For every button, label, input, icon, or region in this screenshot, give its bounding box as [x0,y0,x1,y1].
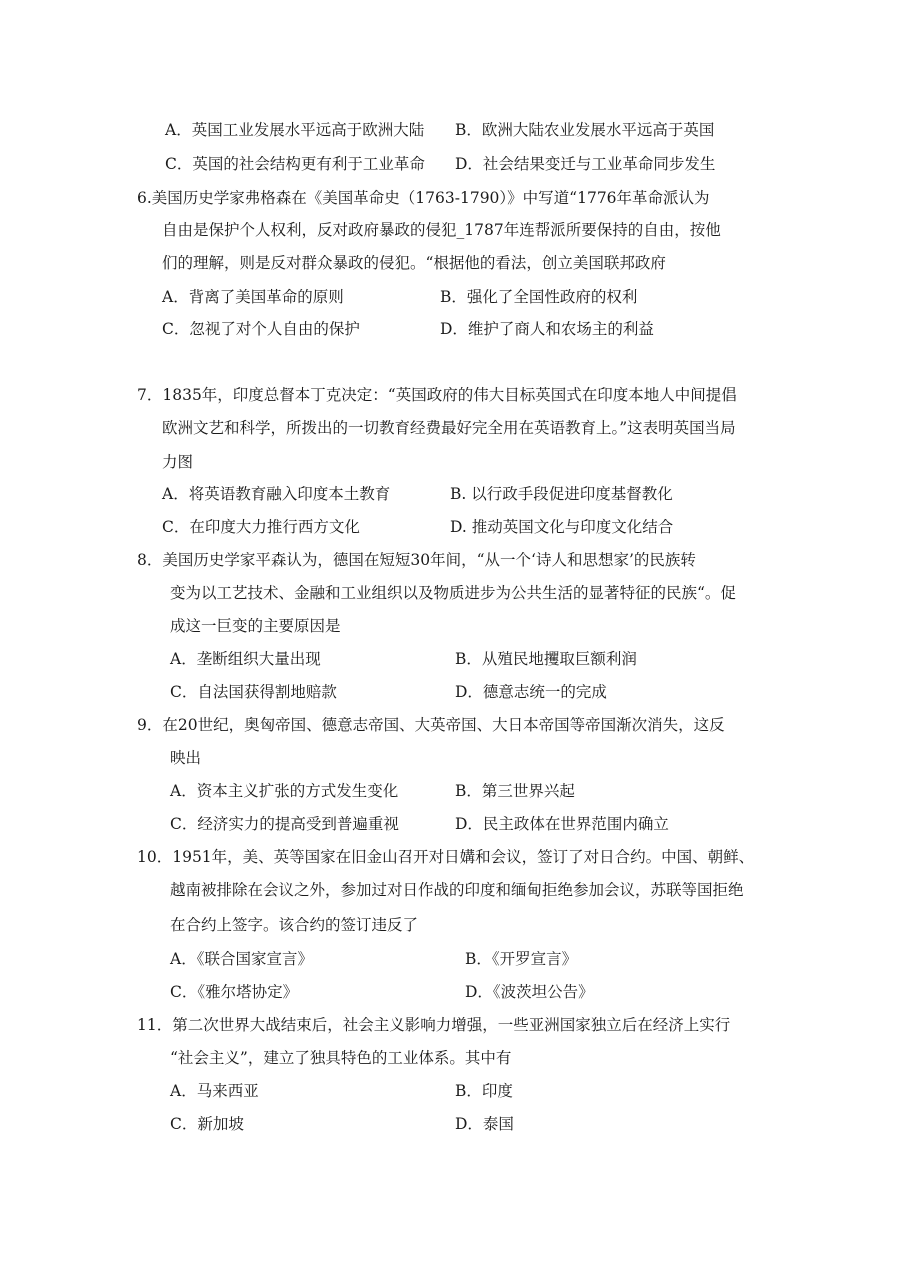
q6-option-d: D．维护了商人和农场主的利益 [440,320,654,338]
q11-stem-line-2: “社会主义”，建立了独具特色的工业体系。其中有 [170,1049,512,1067]
q8-option-d: D．德意志统一的完成 [455,683,607,701]
q6-stem-line-3: 们的理解，则是反对群众暴政的侵犯。“根据他的看法，创立美国联邦政府 [162,254,666,272]
q11-option-b: B．印度 [455,1082,513,1100]
q5-option-c: C．英国的社会结构更有利于工业革命 [165,155,425,173]
q7-option-c: C．在印度大力推行西方文化 [162,518,360,536]
q5-option-a: A．英国工业发展水平远高于欧洲大陆 [165,121,425,139]
q5-option-d: D．社会结果变迁与工业革命同步发生 [455,155,716,173]
q10-option-c: C．《雅尔塔协定》 [170,983,299,1001]
q9-option-b: B．第三世界兴起 [455,782,575,800]
q5-option-b: B．欧洲大陆农业发展水平远高于英国 [455,121,715,139]
q10-stem-line-2: 越南被排除在会议之外，参加过对日作战的印度和缅甸拒绝参加会议，苏联等国拒绝 [170,881,744,899]
q6-stem-line-1: 6.美国历史学家弗格森在《美国革命史（1763-1790）》中写道“1776年革命派认为 [137,189,710,207]
q9-option-a: A．资本主义扩张的方式发生变化 [170,782,399,800]
q8-option-a: A．垄断组织大量出现 [170,650,321,668]
q7-stem-line-1: 7．1835年，印度总督本丁克决定：“英国政府的伟大目标英国式在印度本地人中间提倡 [137,386,737,404]
q10-option-d: D．《波茨坦公告》 [465,983,594,1001]
q10-stem-line-1: 10．1951年，美、英等国家在旧金山召开对日媾和会议，签订了对日合约。中国、朝鲜、 [137,848,755,866]
q7-option-a: A．将英语教育融入印度本土教育 [162,485,391,503]
q11-stem-line-1: 11．第二次世界大战结束后，社会主义影响力增强，一些亚洲国家独立后在经济上实行 [137,1016,731,1034]
q7-stem-line-3: 力图 [162,453,194,471]
q8-stem-line-1: 8．美国历史学家平森认为，德国在短短30年间，“从一个‘诗人和思想家’的民族转 [137,551,696,569]
q10-stem-line-3: 在合约上签字。该合约的签订违反了 [170,916,419,934]
q8-option-c: C．自法国获得割地赔款 [170,683,337,701]
q6-option-b: B．强化了全国性政府的权利 [440,288,638,306]
q10-option-a: A．《联合国家宣言》 [170,950,313,968]
q11-option-a: A．马来西亚 [170,1082,259,1100]
q9-option-c: C．经济实力的提高受到普遍重视 [170,815,399,833]
q11-option-d: D．泰国 [455,1115,514,1133]
q11-option-c: C．新加坡 [170,1115,244,1133]
q9-option-d: D．民主政体在世界范围内确立 [455,815,669,833]
q8-stem-line-3: 成这一巨变的主要原因是 [170,617,341,635]
q8-option-b: B．从殖民地攫取巨额利润 [455,650,637,668]
q9-stem-line-1: 9．在20世纪，奥匈帝国、德意志帝国、大英帝国、大日本帝国等帝国渐次消失，这反 [137,716,725,734]
q7-option-d: D. 推动英国文化与印度文化结合 [450,518,674,536]
q6-option-a: A．背离了美国革命的原则 [162,288,344,306]
q9-stem-line-2: 映出 [170,749,202,767]
q8-stem-line-2: 变为以工艺技术、金融和工业组织以及物质进步为公共生活的显著特征的民族“。促 [170,584,736,602]
q6-option-c: C．忽视了对个人自由的保护 [162,320,360,338]
q6-stem-line-2: 自由是保护个人权利，反对政府暴政的侵犯_1787年连帮派所要保持的自由，按他 [162,221,721,239]
q7-option-b: B. 以行政手段促进印度基督教化 [450,485,673,503]
q7-stem-line-2: 欧洲文艺和科学，所拨出的一切教育经费最好完全用在英语教育上。”这表明英国当局 [162,419,736,437]
q10-option-b: B．《开罗宣言》 [465,950,578,968]
